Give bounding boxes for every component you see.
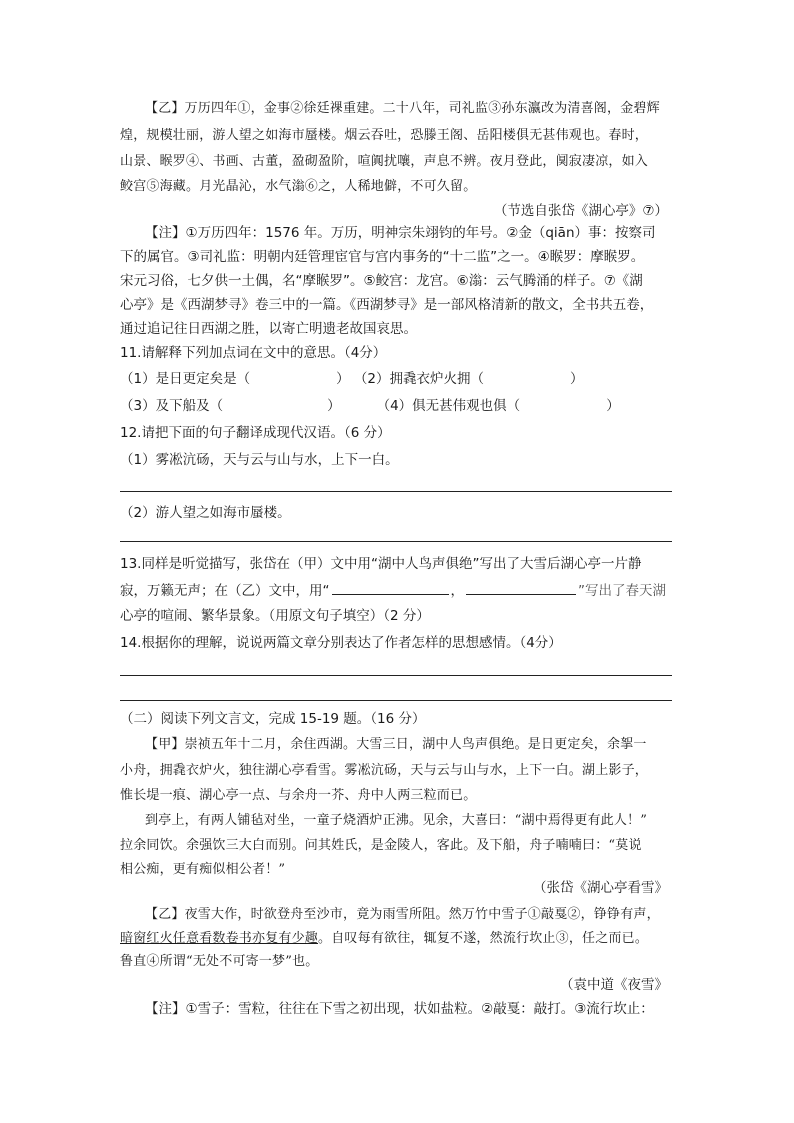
yi2-underlined-sentence: 暗窗红火任意看数卷书亦复有少趣	[120, 931, 319, 946]
q13-line-1: 13.同样是听觉描写，张岱在（甲）文中用“湖中人鸟声俱绝”写出了大雪后湖心亭一片静	[120, 556, 642, 572]
yi2-source: （袁中道《夜雪》	[560, 977, 668, 993]
yi-passage-line-4: 鲛宫⑤海藏。月光晶沁，水气滃⑥之，人稀地僻，不可久留。	[120, 179, 477, 194]
q13-line-2	[120, 580, 666, 601]
q14-answer-line-2[interactable]	[120, 700, 672, 701]
q13-blank-1[interactable]	[332, 580, 449, 595]
yi2-line-2	[120, 929, 648, 949]
jia-line-5: 拉余同饮。余强饮三大白而别。问其姓氏，是金陵人，客此。及下船，舟子喃喃曰：“莫说	[120, 838, 642, 853]
yi-notes-line-5: 通过追记往日西湖之胜，以寄亡明遗老故国哀思。	[120, 321, 417, 337]
q12-sentence-2: （2）游人望之如海市蜃楼。	[120, 505, 291, 521]
q11-item-3-close: ）	[327, 398, 341, 414]
q11-item-1: （1）是日更定矣是（	[120, 371, 251, 387]
q14-stem: 14.根据你的理解，说说两篇文章分别表达了作者怎样的思想感情。（4分）	[120, 635, 562, 651]
q12-answer-line-1[interactable]	[120, 491, 672, 492]
q13-line-3: 心亭的喧闹、繁华景象。（用原文句子填空）（2 分）	[120, 608, 430, 624]
q13-line-2-start: 寂，万籁无声；在（乙）文中，用“	[120, 583, 330, 599]
q11-row-2	[120, 396, 620, 416]
q12-stem: 12.请把下面的句子翻译成现代汉语。（6 分）	[120, 425, 391, 441]
yi-notes-line-2: 下的属官。③司礼监：明朝内廷管理宦官与宫内事务的“十二监”之一。④睺罗：摩睺罗。	[120, 249, 645, 265]
q11-item-1-close: ）	[336, 371, 350, 387]
jia-source: （张岱《湖心亭看雪》	[533, 880, 668, 896]
q11-item-4: （4）俱无甚伟观也俱（	[376, 398, 521, 414]
q12-sentence-1: （1）雾凇沆砀，天与云与山与水，上下一白。	[120, 452, 399, 468]
yi-passage-source: （节选自张岱《湖心亭》⑦）	[493, 203, 668, 219]
yi2-line-2-rest: 。自叹每有欲往，辄复不遂，然流行坎止③，任之而已。	[318, 931, 649, 946]
jia-line-1: 【甲】崇祯五年十二月，余住西湖。大雪三日，湖中人鸟声俱绝。是日更定矣，余挐一	[145, 737, 647, 752]
q13-line-2-end: ”写出了春天湖	[578, 583, 666, 599]
q11-row-1	[120, 369, 583, 389]
jia-line-2: 小舟，拥毳衣炉火，独往湖心亭看雪。雾凇沆砀，天与云与山与水，上下一白。湖上影子，	[120, 763, 649, 778]
yi-passage-line-2: 煌，规模壮丽，游人望之如海市蜃楼。烟云吞吐，恐滕王阁、岳阳楼俱无甚伟观也。春时，	[120, 128, 649, 143]
jia-line-3: 惟长堤一痕、湖心亭一点、与余舟一芥、舟中人两三粒而已。	[120, 788, 477, 803]
q11-item-4-close: ）	[606, 398, 620, 414]
yi-notes-line-3: 宋元习俗，七夕供一土偶，名“摩睺罗”。⑤鲛宫：龙宫。⑥滃：云气腾涌的样子。⑦《湖	[120, 273, 643, 289]
section2-heading: （二）阅读下列文言文，完成 15-19 题。（16 分）	[120, 711, 426, 727]
yi-notes-line-4: 心亭》是《西湖梦寻》卷三中的一篇。《西湖梦寻》是一部风格清新的散文，全书共五卷，	[120, 297, 654, 313]
q13-line-2-mid: ，	[450, 583, 464, 599]
yi-passage-line-1: 【乙】万历四年①，金事②徐廷祼重建。二十八年，司礼监③孙东瀛改为清喜阁，金碧辉	[145, 101, 660, 116]
jia-line-6: 相公痴，更有痴似相公者！”	[120, 862, 286, 877]
yi2-note-line: 【注】①雪子：雪粒，往往在下雪之初出现，状如盐粒。②敲戛：敲打。③流行坎止：	[145, 1001, 654, 1017]
q11-item-2: （2）拥毳衣炉火拥（	[353, 371, 484, 387]
q11-stem: 11.请解释下列加点词在文中的意思。（4分）	[120, 345, 387, 361]
yi2-line-1: 【乙】夜雪大作，时欲登舟至沙市，竟为雨雪所阻。然万竹中雪子①敲戛②，铮铮有声，	[145, 907, 660, 922]
yi-passage-line-3: 山景、睺罗④、书画、古董，盈砌盈阶，喧阗扰嚷，声息不辨。夜月登此，阒寂凄凉，如入	[120, 154, 649, 169]
q11-item-2-close: ）	[569, 371, 584, 387]
q14-answer-line-1[interactable]	[120, 675, 672, 676]
q12-answer-line-2[interactable]	[120, 541, 672, 542]
jia-line-4: 到亭上，有两人铺毡对坐，一童子烧酒炉正沸。见余，大喜曰：“湖中焉得更有此人！”	[145, 813, 648, 828]
q13-blank-2[interactable]	[466, 580, 576, 595]
q11-item-3: （3）及下船及（	[120, 398, 224, 414]
yi-notes-line-1: 【注】①万历四年：1576 年。万历，明神宗朱翊钧的年号。②金（qiān）事：按察司	[145, 225, 656, 241]
yi2-line-3: 鲁直④所谓“无处不可寄一梦”也。	[120, 954, 319, 969]
